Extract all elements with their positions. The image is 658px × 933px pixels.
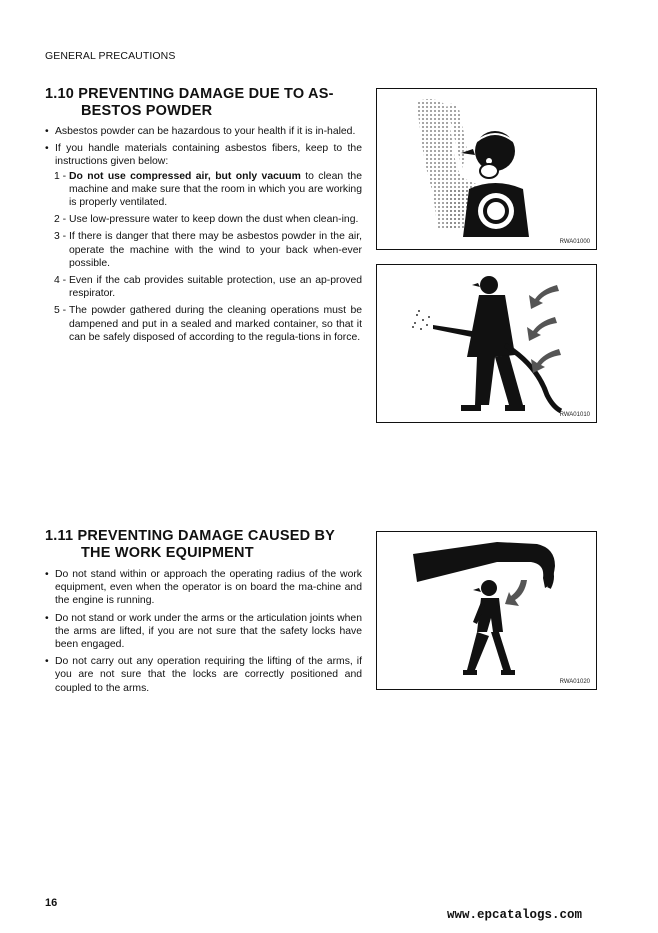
figure-boom-danger	[376, 531, 597, 690]
respirator-person-icon	[377, 89, 596, 249]
step-item: 3 - If there is danger that there may be asbestos powder in the air, operate the machine with the wind to your back when-ever possible.	[54, 231, 362, 269]
step-number: 5 -	[54, 305, 67, 317]
page-number: 16	[45, 897, 58, 909]
section-111-title-line2: THE WORK EQUIPMENT	[81, 545, 254, 561]
figure-pressure-washer	[376, 264, 597, 423]
watermark-text: www.epcatalogs.com	[447, 908, 583, 922]
bullet-item: • Do not stand or work under the arms or the articulation joints when the arms are lifted, if you are not sure that the safety locks have been engaged.	[45, 612, 362, 652]
figure-code: RWA01010	[559, 412, 590, 418]
page-header: GENERAL PRECAUTIONS	[45, 50, 176, 62]
section-111-title	[45, 528, 335, 562]
step-number: 1 -	[54, 170, 67, 182]
bullet-item: • Do not carry out any operation requiring the lifting of the arms, if you are not sure that the locks are correctly positioned and coupled to the arms.	[45, 655, 362, 695]
step-item: 1 - Do not use compressed air, but only vacuum to clean the machine and make sure that the room in which you are working is properly ventilated.	[54, 170, 362, 209]
section-111-title-line1: 1.11 PREVENTING DAMAGE CAUSED BY	[45, 528, 336, 544]
step-number: 2 -	[54, 214, 67, 226]
step-item: 2 - Use low-pressure water to keep down the dust when clean-ing.	[54, 214, 359, 226]
bullet-item: • Asbestos powder can be hazardous to your health if it is in-haled.	[45, 125, 362, 138]
step-number: 3 -	[54, 231, 67, 243]
motion-arrow-icon	[505, 580, 527, 606]
figure-respirator	[376, 88, 597, 250]
step-number: 4 -	[54, 275, 67, 287]
figure-code: RWA01000	[559, 239, 590, 245]
section-110-title	[45, 86, 334, 120]
step-bold-text: Do not use compressed air, but only vacuum	[69, 170, 301, 182]
pressure-washer-person-icon	[377, 265, 596, 422]
step-item: 4 - Even if the cab provides suitable protection, use an ap-proved respirator.	[54, 275, 362, 300]
wind-arrow-icon	[527, 285, 561, 373]
section-111-body	[45, 568, 362, 699]
bullet-item: • If you handle materials containing asbestos fibers, keep to the instructions given below:	[45, 142, 362, 168]
section-110-title-line1: 1.10 PREVENTING DAMAGE DUE TO AS-	[45, 86, 334, 102]
step-item: 5 - The powder gathered during the cleaning operations must be dampened and put in a sealed and marked container, so that it can be safely disposed of according to the regula-tions in force.	[54, 305, 362, 343]
figure-code: RWA01020	[559, 679, 590, 685]
boom-danger-person-icon	[377, 532, 596, 689]
section-110-body	[45, 125, 362, 348]
section-110-title-line2: BESTOS POWDER	[81, 103, 213, 119]
bullet-item: • Do not stand within or approach the operating radius of the work equipment, even when the operator is on board the ma-chine and the engine is running.	[45, 568, 362, 608]
